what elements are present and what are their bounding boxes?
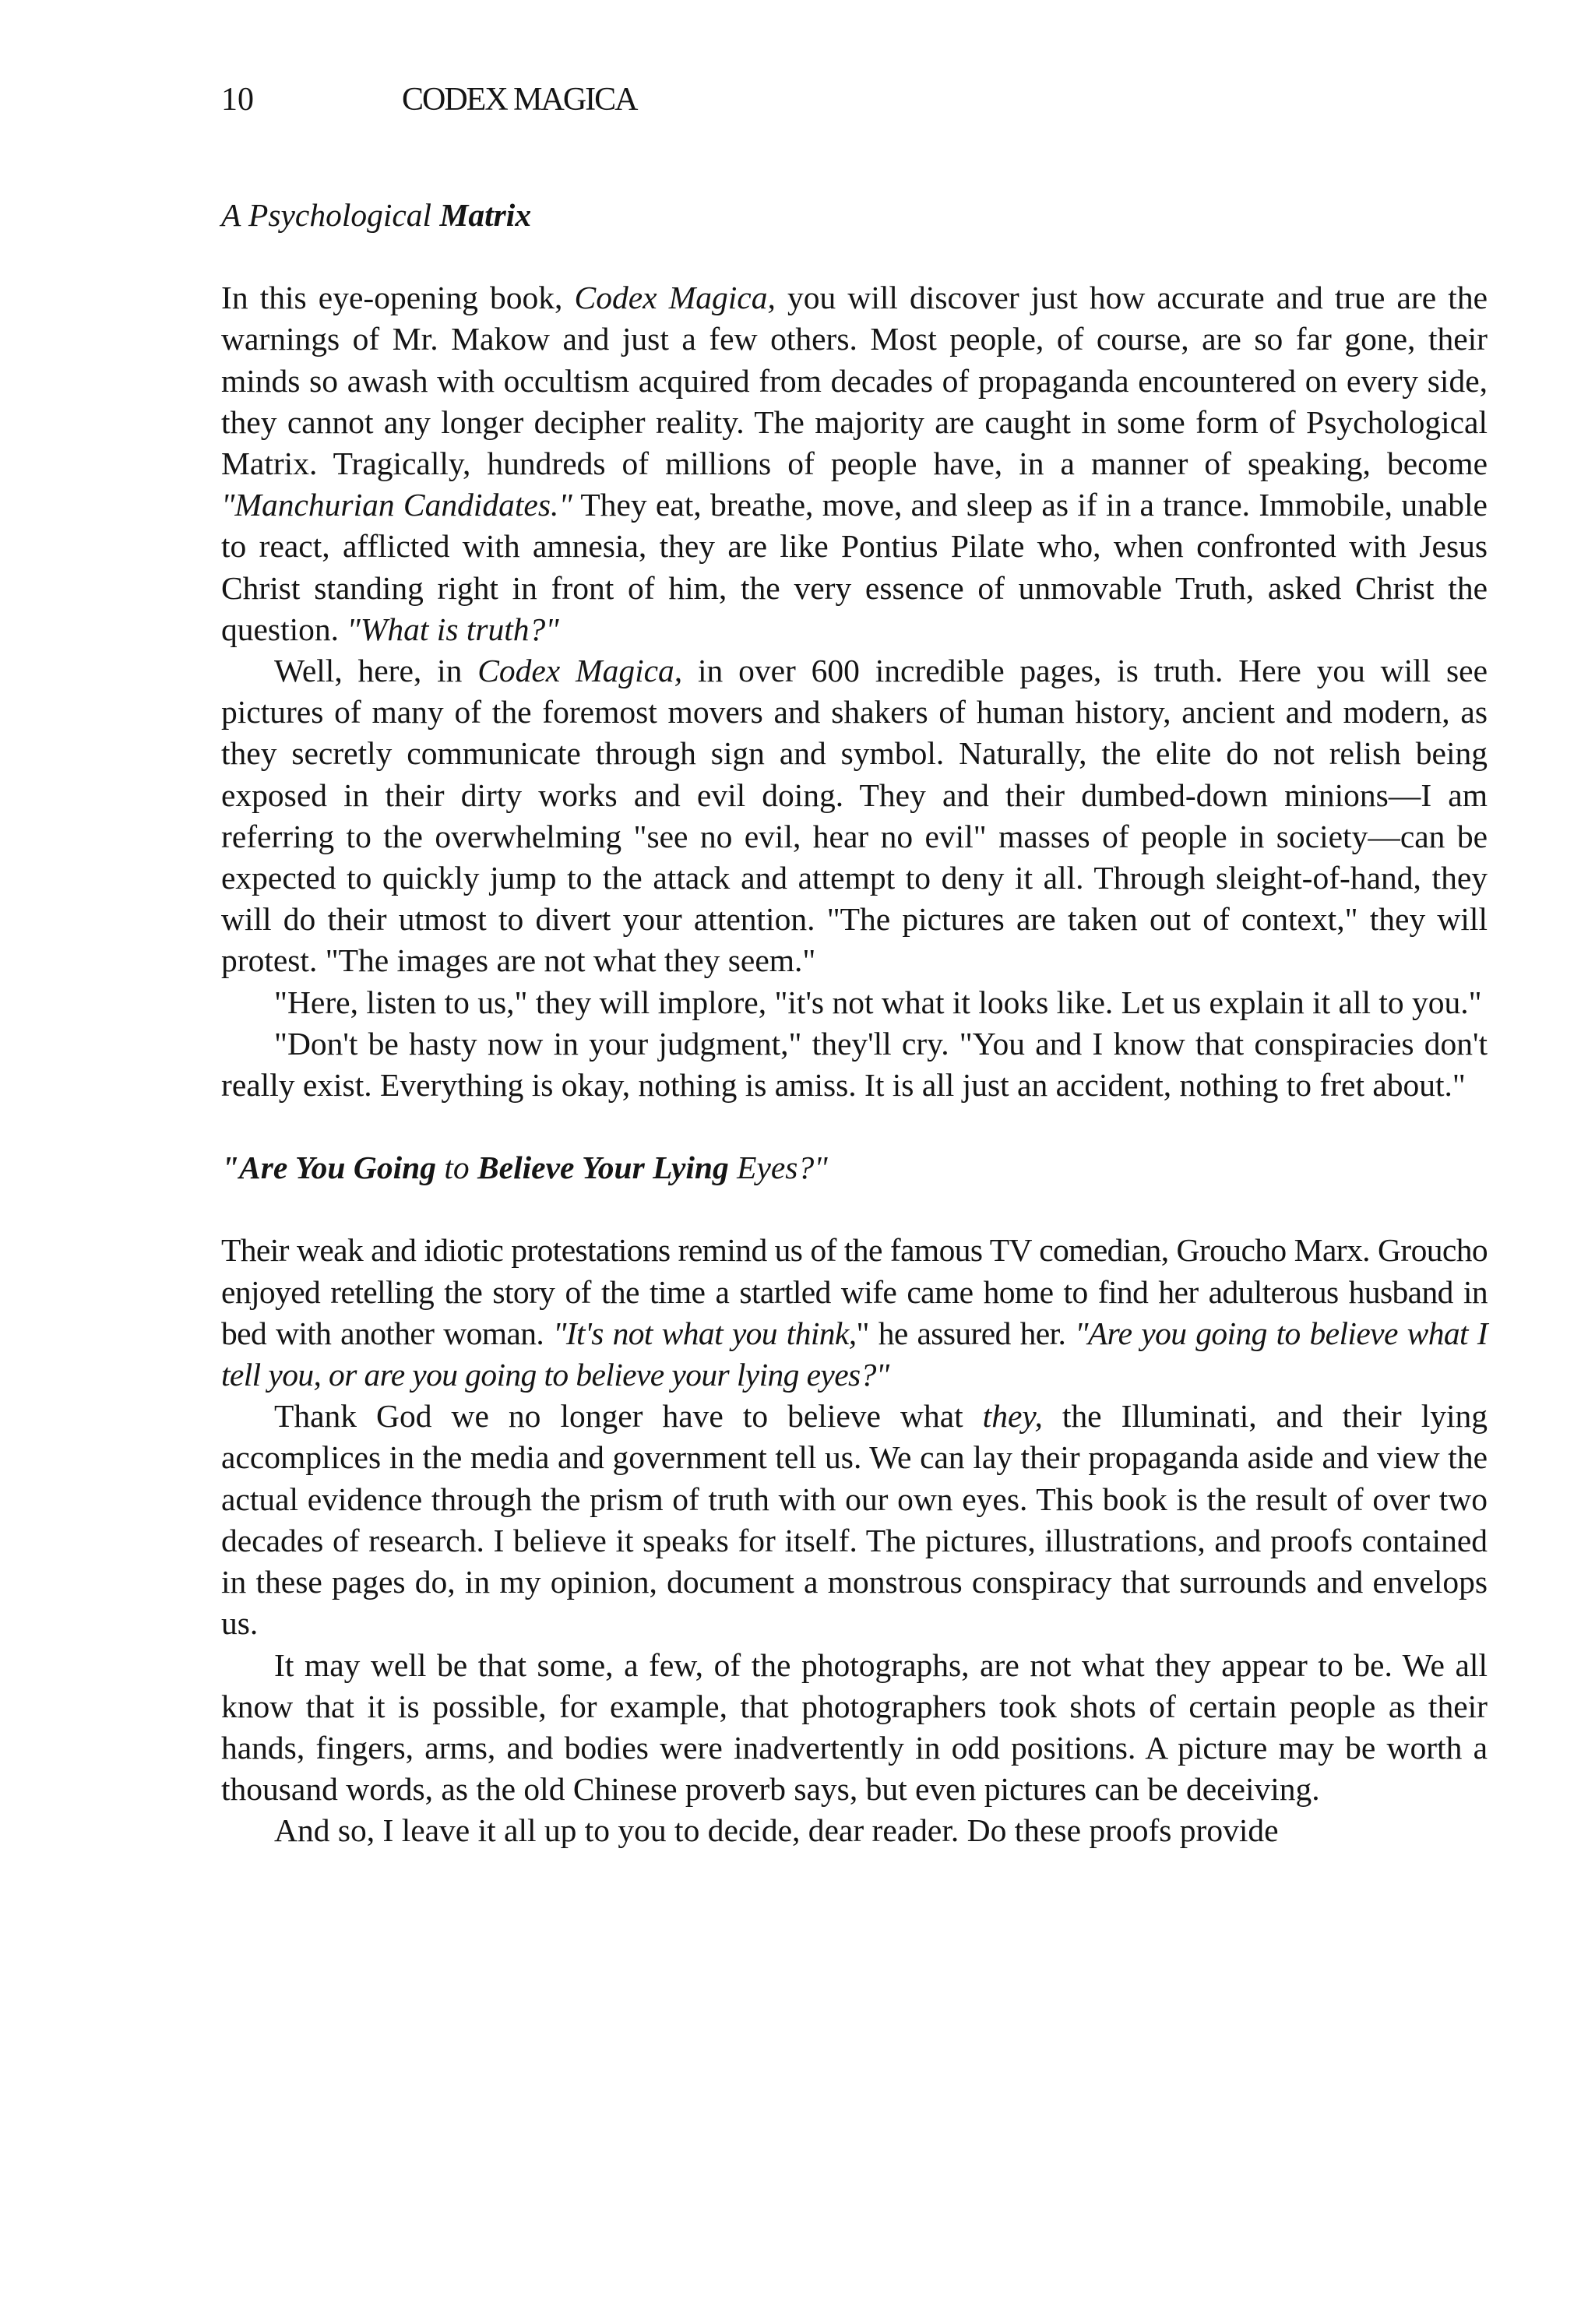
page-number: 10 — [221, 82, 254, 118]
heading-part: "Are You Going — [221, 1150, 436, 1186]
quote-italic: "Are you going to believe what I tell you, or are you going to believe your lying eyes?" — [221, 1315, 1488, 1393]
text-run: Thank God we no longer have to believe what — [274, 1398, 983, 1435]
book-title: CODEX MAGICA — [402, 82, 637, 118]
running-head — [221, 79, 1545, 120]
quote-italic: "It's not what you think, — [553, 1315, 857, 1351]
paragraph — [221, 1396, 1488, 1644]
emphasis-italic: they, — [982, 1398, 1043, 1435]
paragraph — [221, 1230, 1488, 1396]
heading-part: Eyes?" — [737, 1150, 828, 1186]
section-heading-lying-eyes — [221, 1147, 1488, 1188]
paragraph: "Don't be hasty now in your judgment," they'll cry. "You and I know that conspiracies don't really exist. Everything is okay, nothing is amiss. It is all just an accident, nothing to fret about." — [221, 1025, 1488, 1104]
text-run: the Illuminati, and their lying accomplices in the media and government tell us. We can lay their propaganda aside and view the actual evidence through the prism of truth with our own eyes. This book is the result of over two decades of research. I believe it speaks for itself. The pictures, illustrations, and proofs contained in these pages do, in my opinion, document a monstrous conspiracy that surrounds and envelops us. — [221, 1398, 1488, 1642]
paragraph — [221, 650, 1488, 982]
heading-part: to — [444, 1150, 470, 1186]
body-text — [221, 195, 1488, 1852]
text-run: you will discover just how accurate and true are the warnings of Mr. Makow and just a few others. Most people, of course, are so far gone, their minds so awash with occultism acquired from decades of propaganda encountered on every side, they cannot any longer decipher reality. The majority are caught in some form of Psychological Matrix. Tragically, hundreds of millions of people have, in a manner of speaking, become — [221, 280, 1488, 482]
paragraph: It may well be that some, a few, of the photographs, are not what they appear to be. We all know that it is possible, for example, that photographers took shots of certain people as their hands, fingers, arms, and bodies were inadvertently in odd positions. A picture may be worth a thousand words, as the old Chinese proverb says, but even pictures can be deceiving. — [221, 1646, 1488, 1808]
text-run: in over 600 incredible pages, is truth. Here you will see pictures of many of the foremost movers and shakers of human history, ancient and modern, as they secretly communicate through sign and symbol. Naturally, the elite do not relish being exposed in their dirty works and evil doing. They and their dumbed-down minions—I am referring to the overwhelming "see no evil, hear no evil" masses of people in society—can be expected to quickly jump to the attack and attempt to deny it all. Through sleight-of-hand, they will do their utmost to divert your attention. "The pictures are taken out of context," they will protest. "The images are not what they seem." — [221, 653, 1488, 979]
heading-part: A Psychological — [221, 197, 432, 233]
paragraph: "Here, listen to us," they will implore, "it's not what it looks like. Let us explain it all to you." — [274, 984, 1482, 1020]
quote-italic: "Manchurian Candidates." — [221, 487, 572, 523]
book-title-italic: Codex Magica, — [477, 653, 683, 689]
text-run: " he assured her. — [856, 1315, 1076, 1351]
text-run: Their weak and idiotic protestations remind us of the famous TV comedian, Groucho Marx. Groucho enjoyed retelling the story of the time a startled wife came home to find her adulterous husband in bed with another woman. — [221, 1232, 1488, 1351]
heading-part: Believe Your Lying — [477, 1150, 729, 1186]
text-run: Well, here, in — [274, 653, 478, 689]
book-title-italic: Codex Magica, — [574, 280, 776, 316]
heading-part: Matrix — [439, 197, 532, 233]
text-run: In this eye-opening book, — [221, 280, 575, 316]
text-run: They eat, breathe, move, and sleep as if in a trance. Immobile, unable to react, afflicted with amnesia, they are like Pontius Pilate who, when confronted with Jesus Christ standing right in front of him, the very essence of unmovable Truth, asked Christ the question. — [221, 487, 1488, 647]
section-heading-psychological-matrix — [221, 195, 1488, 236]
paragraph: And so, I leave it all up to you to decide, dear reader. Do these proofs provide — [274, 1812, 1279, 1849]
paragraph — [221, 277, 1488, 650]
quote-italic: "What is truth?" — [347, 611, 559, 647]
